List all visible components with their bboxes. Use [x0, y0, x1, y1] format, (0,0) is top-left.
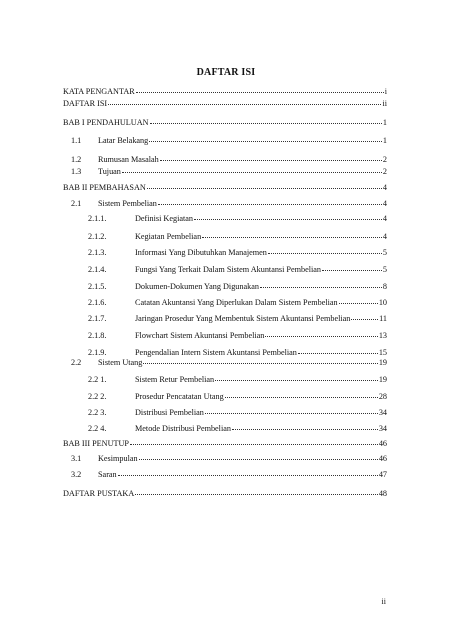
- toc-entry-number: 2.2: [71, 358, 82, 367]
- toc-entry-title: Sistem Utang: [98, 358, 143, 367]
- toc-entry[interactable]: [88, 246, 387, 258]
- dot-leader: [268, 245, 382, 254]
- dot-leader: [118, 467, 378, 476]
- toc-entry-page: 4: [382, 214, 387, 223]
- toc-entry-number: 2.1.7.: [88, 314, 107, 323]
- toc-entry-number: 1.3: [71, 167, 82, 176]
- dot-leader: [135, 486, 378, 495]
- dot-leader: [265, 328, 377, 337]
- toc-entry-title: Fungsi Yang Terkait Dalam Sistem Akuntansi Pembelian: [135, 265, 321, 274]
- toc-entry[interactable]: [88, 280, 387, 292]
- toc-entry-number: 2.1.5.: [88, 282, 107, 291]
- dot-leader: [147, 180, 382, 189]
- toc-entry-title: Kesimpulan: [98, 454, 138, 463]
- toc-entry-page: 5: [382, 265, 387, 274]
- dot-leader: [136, 84, 384, 93]
- toc-entry-title: Catatan Akuntansi Yang Diperlukan Dalam Sistem Pembelian: [135, 298, 338, 307]
- toc-entry-title: Sistem Retur Pembelian: [135, 375, 215, 384]
- toc-entry-page: 2: [382, 167, 387, 176]
- toc-entry[interactable]: [88, 312, 387, 324]
- toc-entry-page: 34: [378, 408, 387, 417]
- dot-leader: [130, 436, 378, 445]
- toc-entry[interactable]: [88, 390, 387, 402]
- toc-entry-title: DAFTAR ISI: [63, 99, 108, 108]
- dot-leader: [202, 229, 382, 238]
- toc-entry-page: 4: [382, 199, 387, 208]
- toc-entry-page: 46: [378, 454, 387, 463]
- toc-entry-title: Tujuan: [98, 167, 121, 176]
- toc-entry[interactable]: [88, 329, 387, 341]
- toc-entry[interactable]: [88, 373, 387, 385]
- toc-entry-page: 34: [378, 424, 387, 433]
- toc-entry-title: BAB I PENDAHULUAN: [63, 118, 149, 127]
- dot-leader: [298, 345, 378, 354]
- toc-entry-number: 3.1: [71, 454, 82, 463]
- dot-leader: [108, 96, 381, 105]
- toc-entry-number: 2.1: [71, 199, 82, 208]
- toc-entry-number: 2.1.1.: [88, 214, 107, 223]
- toc-entry[interactable]: [88, 406, 387, 418]
- toc-entry[interactable]: [63, 97, 387, 109]
- toc-entry[interactable]: [71, 197, 387, 209]
- toc-entry-page: i: [384, 87, 387, 96]
- toc-entry-page: 5: [382, 248, 387, 257]
- toc-entry-title: DAFTAR PUSTAKA: [63, 489, 135, 498]
- toc-entry[interactable]: [88, 263, 387, 275]
- toc-entry[interactable]: [88, 230, 387, 242]
- toc-entry-page: 10: [378, 298, 387, 307]
- toc-entry-title: Pengendalian Intern Sistem Akuntansi Pembelian: [135, 348, 297, 357]
- toc-entry-title: KATA PENGANTAR: [63, 87, 135, 96]
- dot-leader: [139, 451, 378, 460]
- toc-entry-page: 8: [382, 282, 387, 291]
- toc-entry-title: Latar Belakang: [98, 136, 149, 145]
- toc-entry-page: 13: [378, 331, 387, 340]
- toc-entry-title: Informasi Yang Dibutuhkan Manajemen: [135, 248, 267, 257]
- toc-entry-title: Definisi Kegiatan: [135, 214, 193, 223]
- toc-entry[interactable]: [71, 165, 387, 177]
- toc-entry-number: 2.1.3.: [88, 248, 107, 257]
- toc-entry-title: Distribusi Pembelian: [135, 408, 204, 417]
- toc-entry[interactable]: [71, 452, 387, 464]
- dot-leader: [143, 355, 377, 364]
- toc-entry[interactable]: [88, 212, 387, 224]
- dot-leader: [150, 115, 382, 124]
- toc-entry[interactable]: [88, 422, 387, 434]
- toc-entry-number: 2.1.6.: [88, 298, 107, 307]
- toc-entry-title: Jaringan Prosedur Yang Membentuk Sistem Akuntansi Pembelian: [135, 314, 351, 323]
- toc-entry-number: 2.1.9.: [88, 348, 107, 357]
- toc-entry-number: 2.1.8.: [88, 331, 107, 340]
- toc-entry-page: 2: [382, 155, 387, 164]
- dot-leader: [351, 311, 378, 320]
- toc-entry-title: Prosedur Pencatatan Utang: [135, 392, 224, 401]
- toc-entry-page: 46: [378, 439, 387, 448]
- toc-entry-title: Kegiatan Pembelian: [135, 232, 202, 241]
- toc-entry-page: 19: [378, 375, 387, 384]
- dot-leader: [232, 421, 378, 430]
- toc-entry[interactable]: [71, 356, 387, 368]
- toc-entry-page: 1: [382, 118, 387, 127]
- toc-entry-number: 2.2 4.: [88, 424, 107, 433]
- toc-entry-number: 1.1: [71, 136, 82, 145]
- toc-entry[interactable]: [63, 181, 387, 193]
- toc-entry-number: 2.2 2.: [88, 392, 107, 401]
- dot-leader: [149, 133, 382, 142]
- dot-leader: [215, 372, 378, 381]
- toc-entry-page: ii: [382, 99, 387, 108]
- toc-entry-title: Metode Distribusi Pembelian: [135, 424, 231, 433]
- toc-entry-title: Sistem Pembelian: [98, 199, 157, 208]
- toc-entry-page: 4: [382, 232, 387, 241]
- dot-leader: [158, 196, 382, 205]
- toc-entry[interactable]: [88, 296, 387, 308]
- toc-entry[interactable]: [71, 134, 387, 146]
- toc-entry[interactable]: [71, 468, 387, 480]
- toc-entry-page: 15: [378, 348, 387, 357]
- toc-entry[interactable]: [63, 487, 387, 499]
- dot-leader: [339, 295, 378, 304]
- toc-entry-title: Saran: [98, 470, 117, 479]
- toc-entry-page: 48: [378, 489, 387, 498]
- toc-entry-number: 2.1.4.: [88, 265, 107, 274]
- toc-entry-page: 28: [378, 392, 387, 401]
- toc-entry[interactable]: [63, 437, 387, 449]
- dot-leader: [322, 262, 382, 271]
- toc-entry-number: 2.1.2.: [88, 232, 107, 241]
- toc-entry-title: BAB II PEMBAHASAN: [63, 183, 146, 192]
- dot-leader: [194, 211, 382, 220]
- toc-entry-title: Flowchart Sistem Akuntansi Pembelian: [135, 331, 265, 340]
- page-title: DAFTAR ISI: [196, 67, 256, 78]
- toc-entry-page: 11: [379, 314, 387, 323]
- toc-entry-number: 2.2 3.: [88, 408, 107, 417]
- dot-leader: [160, 152, 382, 161]
- toc-entry-page: 1: [382, 136, 387, 145]
- dot-leader: [122, 164, 382, 173]
- toc-entry-number: 2.2 1.: [88, 375, 107, 384]
- toc-entry-title: BAB III PENUTUP: [63, 439, 129, 448]
- toc-entry-title: Rumusan Masalah: [98, 155, 159, 164]
- toc-entry-title: Dokumen-Dokumen Yang Digunakan: [135, 282, 259, 291]
- toc-entry-page: 47: [378, 470, 387, 479]
- toc-entry[interactable]: [63, 116, 387, 128]
- toc-entry-number: 1.2: [71, 155, 82, 164]
- toc-entry-page: 19: [378, 358, 387, 367]
- page-number: ii: [381, 597, 386, 606]
- dot-leader: [260, 279, 382, 288]
- toc-entry-number: 3.2: [71, 470, 82, 479]
- toc-entry-page: 4: [382, 183, 387, 192]
- dot-leader: [205, 405, 378, 414]
- dot-leader: [225, 389, 378, 398]
